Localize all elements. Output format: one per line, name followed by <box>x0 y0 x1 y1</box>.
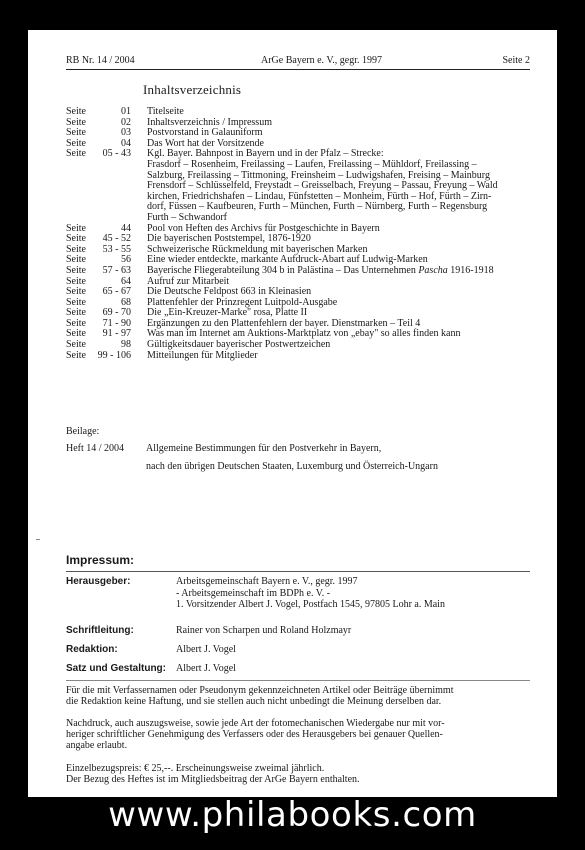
toc-page-label: Seite <box>66 296 86 308</box>
toc-page-number: 91 - 97 <box>102 328 131 340</box>
toc-page-label: Seite <box>66 328 86 340</box>
toc-description-line: Plattenfehler der Prinzregent Luitpold-Ausgabe <box>147 296 338 308</box>
toc-page-label: Seite <box>66 339 86 351</box>
toc-entry <box>66 107 546 118</box>
toc-entry <box>66 118 546 129</box>
toc-description-line: Bayerische Fliegerabteilung 304 b in Palästina – Das Unternehmen Pascha 1916-1918 <box>147 264 494 276</box>
toc-page-number: 98 <box>121 339 131 351</box>
toc-description-line: kirchen, Friedrichshafen – Lindau, Fünfstetten – Monheim, Fürth – Hof, Fürth – Zirn- <box>147 190 492 202</box>
toc-entry <box>66 128 546 139</box>
toc-page-label: Seite <box>66 275 86 287</box>
toc-entry <box>66 266 546 277</box>
toc-page-label: Seite <box>66 307 86 319</box>
toc-description-line: Was man im Internet am Auktions-Marktplatz von „ebay" so alles finden kann <box>147 328 461 340</box>
toc-page-number: 03 <box>121 127 131 139</box>
beilage-label: Beilage: <box>66 426 100 437</box>
document-page <box>28 30 557 797</box>
satz-label: Satz und Gestaltung: <box>66 663 166 674</box>
bezug-paragraph <box>66 763 532 785</box>
toc-description-line: Gültigkeitsdauer bayerischer Postwertzeichen <box>147 339 331 351</box>
nachdruck-paragraph <box>66 718 532 752</box>
toc-description-line: Mitteilungen für Mitglieder <box>147 349 258 361</box>
toc-page-label: Seite <box>66 148 86 160</box>
schriftleitung-label: Schriftleitung: <box>66 625 134 636</box>
toc-page-label: Seite <box>66 243 86 255</box>
toc-description-line: Kgl. Bayer. Bahnpost in Bayern und in der Pfalz – Strecke: <box>147 148 384 160</box>
impressum-divider-2 <box>66 680 530 681</box>
toc-description-line: Furth – Schwandorf <box>147 211 227 223</box>
herausgeber-line: - Arbeitsgemeinschaft im BDPh e. V. - <box>176 587 331 599</box>
toc-description-line: Postvorstand in Galauniform <box>147 127 263 139</box>
header-divider <box>66 69 530 70</box>
header-issue: RB Nr. 14 / 2004 <box>66 55 135 66</box>
toc-title: Inhaltsverzeichnis <box>143 82 242 97</box>
toc-page-label: Seite <box>66 116 86 128</box>
beilage-title-line2: nach den übrigen Deutschen Staaten, Luxemburg und Österreich-Ungarn <box>146 461 438 472</box>
toc-page-label: Seite <box>66 317 86 329</box>
herausgeber-label: Herausgeber: <box>66 576 131 587</box>
toc-page-label: Seite <box>66 137 86 149</box>
toc-page-label: Seite <box>66 127 86 139</box>
header-page: Seite 2 <box>502 55 530 66</box>
toc-description-line: Das Wort hat der Vorsitzende <box>147 137 264 149</box>
toc-page-number: 02 <box>121 116 131 128</box>
toc-page-number: 56 <box>121 254 131 266</box>
toc-description-line: Ergänzungen zu den Plattenfehlern der bayer. Dienstmarken – Teil 4 <box>147 317 421 329</box>
toc-description-line: Schweizerische Rückmeldung mit bayerischen Marken <box>147 243 368 255</box>
toc-page-number: 99 - 106 <box>97 349 131 361</box>
toc-page-label: Seite <box>66 286 86 298</box>
paragraph-line: die Redaktion keine Haftung, und sie stellen auch nicht unbedingt die Meinung derselben dar. <box>66 696 442 708</box>
paragraph-line: angabe erlaubt. <box>66 740 128 752</box>
toc-description-line: Titelseite <box>147 106 184 117</box>
paragraph-line: Einzelbezugspreis: € 25,--. Erscheinungsweise zweimal jährlich. <box>66 763 325 774</box>
toc-description-line: Pool von Heften des Archivs für Postgeschichte in Bayern <box>147 222 380 234</box>
toc-description-line: Die bayerischen Poststempel, 1876-1920 <box>147 233 311 245</box>
toc-entry <box>66 351 546 362</box>
toc-description <box>147 266 546 277</box>
toc-page-label: Seite <box>66 254 86 266</box>
header-org: ArGe Bayern e. V., gegr. 1997 <box>261 55 382 66</box>
impressum-divider <box>66 571 530 572</box>
toc-description-line: Die Deutsche Feldpost 663 in Kleinasien <box>147 286 312 298</box>
toc-description-line: Inhaltsverzeichnis / Impressum <box>147 116 272 128</box>
toc-entry <box>66 149 546 223</box>
toc-page-number: 53 - 55 <box>102 243 131 255</box>
toc-page-label: Seite <box>66 264 86 276</box>
herausgeber-line: Arbeitsgemeinschaft Bayern e. V., gegr. 1997 <box>176 576 358 587</box>
paragraph-line: Der Bezug des Heftes ist im Mitgliedsbeitrag der ArGe Bayern enthalten. <box>66 774 360 786</box>
toc-page-number: 65 - 67 <box>102 286 131 298</box>
watermark-url: www.philabooks.com <box>108 795 477 835</box>
schriftleitung-value: Rainer von Scharpen und Roland Holzmayr <box>176 625 352 636</box>
toc-page-label: Seite <box>66 349 86 361</box>
toc-description <box>147 149 546 223</box>
impressum-title: Impressum: <box>66 553 135 567</box>
toc-page-number: 04 <box>121 137 131 149</box>
toc-page-label: Seite <box>66 233 86 245</box>
toc-description-line: Frensdorf – Schlüsselfeld, Freystadt – Greisselbach, Freyung – Passau, Freyung – Wald <box>147 180 498 192</box>
toc-description <box>147 107 546 118</box>
herausgeber-value <box>176 576 445 611</box>
paragraph-line: heriger schriftlicher Genehmigung des Verfassers oder des Herausgebers bei genauer Quellen- <box>66 729 443 741</box>
toc-description-line: Eine wieder entdeckte, markante Aufdruck-Abart auf Ludwig-Marken <box>147 254 428 266</box>
toc-page-label: Seite <box>66 106 86 117</box>
toc-page-number: 44 <box>121 222 131 234</box>
toc-entry <box>66 340 546 351</box>
toc-page-number: 68 <box>121 296 131 308</box>
toc-page-number: 57 - 63 <box>102 264 131 276</box>
toc-description-line: Die „Ein-Kreuzer-Marke" rosa, Platte II <box>147 307 308 319</box>
toc-page-number: 71 - 90 <box>102 317 131 329</box>
table-of-contents <box>66 107 546 361</box>
paragraph-line: Nachdruck, auch auszugsweise, sowie jede Art der fotomechanischen Wiedergabe nur mit vor- <box>66 718 445 729</box>
toc-page-label: Seite <box>66 222 86 234</box>
haftung-paragraph <box>66 685 532 707</box>
toc-page-number: 01 <box>121 106 131 117</box>
toc-description-line: Salzburg, Freilassing – Tittmoning, Freinsheim – Ludwigshafen, Freising – Mainburg <box>147 169 490 181</box>
toc-description <box>147 351 546 362</box>
toc-description-line: Aufruf zur Mitarbeit <box>147 275 230 287</box>
toc-page-number: 64 <box>121 275 131 287</box>
herausgeber-line: 1. Vorsitzender Albert J. Vogel, Postfach 1545, 97805 Lohr a. Main <box>176 599 445 610</box>
paragraph-line: Für die mit Verfassernamen oder Pseudonym gekennzeichneten Artikel oder Beiträge übernimmt <box>66 685 454 696</box>
toc-page-number: 45 - 52 <box>102 233 131 245</box>
margin-mark <box>36 539 40 540</box>
satz-value: Albert J. Vogel <box>176 663 236 674</box>
toc-page-number: 69 - 70 <box>102 307 131 319</box>
toc-description-line: Frasdorf – Rosenheim, Freilassing – Laufen, Freilassing – Mühldorf, Freilassing – <box>147 158 477 170</box>
beilage-title-line1: Allgemeine Bestimmungen für den Postverkehr in Bayern, <box>146 443 382 454</box>
redaktion-label: Redaktion: <box>66 644 118 655</box>
redaktion-value: Albert J. Vogel <box>176 644 236 655</box>
toc-description-line: dorf, Füssen – Kaufbeuren, Furth – München, Furth – Nürnberg, Furth – Regensburg <box>147 201 488 213</box>
toc-page-number: 05 - 43 <box>102 148 131 160</box>
beilage-heft: Heft 14 / 2004 <box>66 443 125 454</box>
